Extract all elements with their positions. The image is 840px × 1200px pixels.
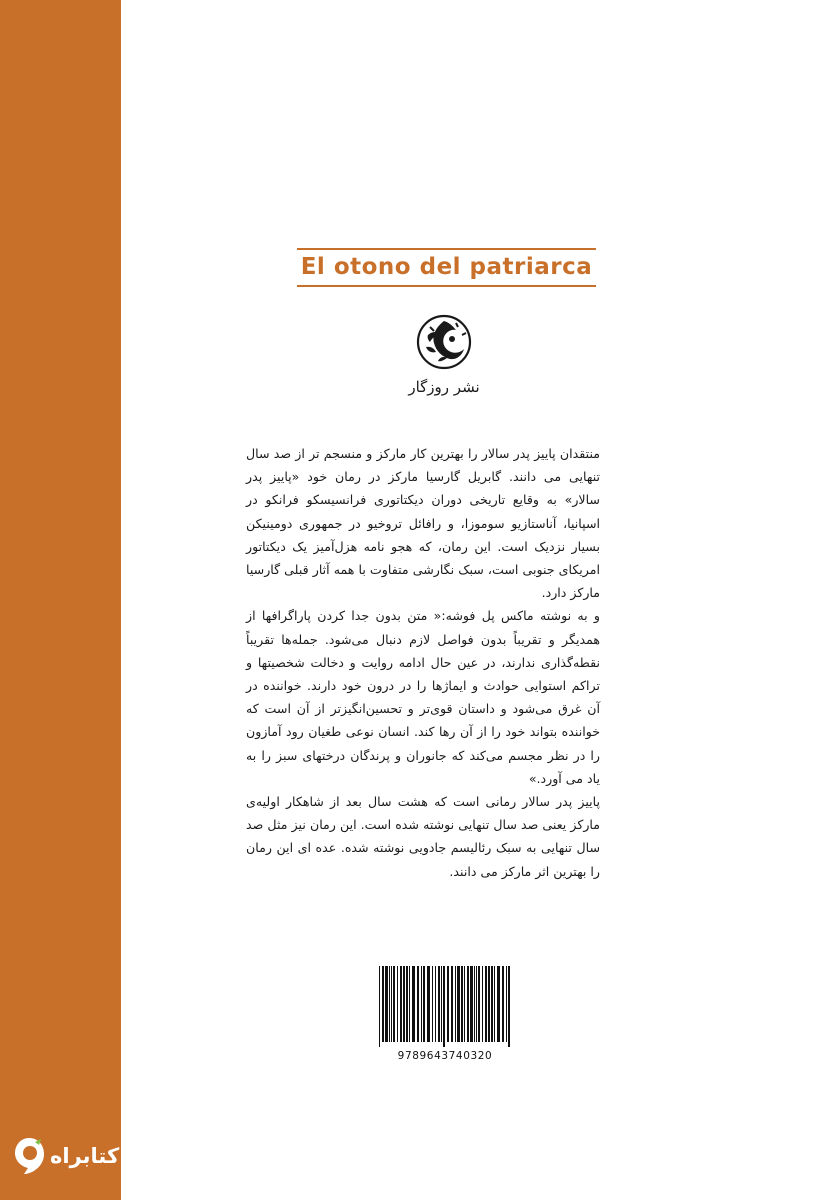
barcode-bar [441, 966, 442, 1042]
barcode-bar [406, 966, 408, 1042]
barcode-bar [488, 966, 490, 1042]
ketabrah-watermark [10, 1130, 130, 1182]
barcode-bar [400, 966, 402, 1042]
blurb-paragraph: و به نوشته ماکس پل فوشه:« متن بدون جدا کردن پاراگرافها از همدیگر و تقریباً بدون فواصل لازم دنبال می‌شود. جمله‌ها تقریباً نقطه‌گذاری ندارند، در عین حال ادامه روایت و دخالت شخصیتها و تراکم استوایی حوادث و ایماژها را در درون خود دارند. خواننده در آن غرق می‌شود و داستان قوی‌تر و تحسین‌انگیزتر از آن است که خواننده بتواند خود را از آن رها کند. انسان نوعی طغیان رود آمازون را در نظر مجسم می‌کند که جانوران و پرندگان درختهای سبز را به یاد می آورد.» [246, 608, 600, 786]
barcode-bar [476, 966, 477, 1042]
barcode-bar [508, 966, 510, 1047]
book-title: El otono del patriarca [300, 254, 593, 280]
barcode-bar [478, 966, 480, 1042]
back-cover-blurb [246, 442, 600, 883]
barcode-bar [435, 966, 436, 1042]
ketabrah-logo-icon [12, 1136, 46, 1176]
barcode-bar [393, 966, 395, 1042]
barcode-bar [491, 966, 493, 1042]
barcode-bar [427, 966, 430, 1042]
book-spine [0, 0, 121, 1200]
barcode-bar [382, 966, 384, 1042]
barcode-bar [397, 966, 398, 1042]
barcode-bar [379, 966, 380, 1047]
title-bottom-rule [297, 285, 596, 287]
publisher-name: نشر روزگار [408, 378, 480, 396]
isbn-number: 9789643740320 [397, 1050, 493, 1062]
barcode-bar [438, 966, 440, 1042]
barcode-bar [423, 966, 425, 1042]
barcode-bar [497, 966, 500, 1042]
barcode-bar [421, 966, 422, 1042]
barcode-bar [447, 966, 449, 1042]
barcode-bar [470, 966, 473, 1042]
barcode-bar [467, 966, 469, 1042]
barcode-bar [506, 966, 507, 1042]
barcode-bar [464, 966, 465, 1042]
watermark-text: کتابراه [50, 1144, 120, 1168]
barcode-bar [474, 966, 475, 1042]
barcode-bar [443, 966, 445, 1047]
barcode-bar [409, 966, 410, 1042]
isbn-barcode [378, 966, 512, 1047]
barcode-bar [455, 966, 456, 1042]
barcode-bar [451, 966, 453, 1042]
barcode-bar [391, 966, 392, 1042]
barcode-bar [385, 966, 388, 1042]
barcode-bar [502, 966, 504, 1042]
barcode-bar [457, 966, 460, 1042]
blurb-paragraph: پاییز پدر سالار رمانی است که هشت سال بعد از شاهکار اولیه‌ی مارکز یعنی صد سال تنهایی نوشته شده است. این رمان نیز مثل صد سال تنهایی به سبک رئالیسم جادویی نوشته شده. عده ای این رمان را بهترین اثر مارکز می دانند. [246, 794, 600, 879]
barcode-bar [485, 966, 487, 1042]
barcode-bar [482, 966, 483, 1042]
barcode-bar [417, 966, 419, 1042]
publisher-logo-icon [416, 313, 472, 371]
barcode-bar [389, 966, 390, 1042]
barcode-bar [494, 966, 495, 1042]
barcode-bar [432, 966, 433, 1042]
barcode-bar [403, 966, 405, 1042]
barcode-bar [461, 966, 463, 1042]
blurb-paragraph: منتقدان پاییز پدر سالار را بهترین کار مارکز و منسجم تر از صد سال تنهایی می دانند. گابریل گارسیا مارکز در رمان خود «پاییز پدر سالار» به وقایع تاریخی دوران دیکتاتوری فرانسیسکو فرانکو در اسپانیا، آناستازیو سوموزا، و رافائل تروخیو در جمهوری دومینیکن بسیار نزدیک است. این رمان، که هجو نامه هزل‌آمیز یک دیکتاتور امریکای جنوبی است، سبک نگارشی متفاوت با همه آثار قبلی گارسیا مارکز دارد. [246, 446, 600, 601]
barcode-bar [412, 966, 415, 1042]
